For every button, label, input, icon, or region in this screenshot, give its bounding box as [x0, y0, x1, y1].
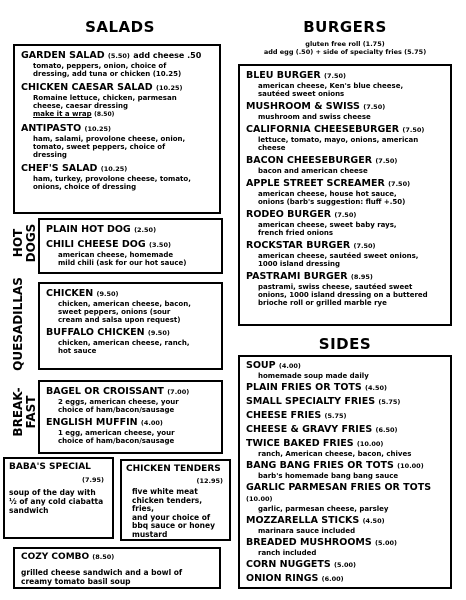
- item-name: CHEESE FRIES: [246, 410, 322, 421]
- item-description: chicken, american cheese, bacon,: [58, 300, 191, 308]
- hotdogs-label-line1: HOT: [11, 228, 25, 258]
- menu-item: [246, 124, 446, 152]
- item-price: (6.50): [375, 426, 398, 434]
- item-price: (10.25): [100, 165, 128, 173]
- item-name: CHICKEN CAESAR SALAD: [21, 82, 153, 93]
- item-price: (4.00): [278, 362, 301, 370]
- burgers-subtitle-1: gluten free roll (1.75): [305, 40, 385, 48]
- burgers-title: BURGERS: [303, 18, 387, 36]
- item-name: PLAIN HOT DOG: [46, 224, 131, 235]
- item-price: (4.50): [365, 384, 388, 392]
- item-description: cheese: [258, 144, 286, 152]
- item-price: (3.50): [148, 241, 171, 249]
- item-name: CHEESE & GRAVY FRIES: [246, 424, 373, 435]
- menu-item: [46, 288, 217, 324]
- item-description: tomato, peppers, onion, choice of: [33, 62, 167, 70]
- item-price: (7.50): [324, 72, 346, 80]
- menu-item: [21, 50, 215, 78]
- breakfast-box: [38, 380, 223, 454]
- menu-item: [246, 410, 446, 422]
- menu-item: [246, 537, 446, 557]
- item-description: cheese, caesar dressing: [33, 102, 128, 110]
- menu-item: [246, 396, 446, 408]
- item-name: ONION RINGS: [246, 573, 319, 584]
- salads-title: SALADS: [85, 18, 155, 36]
- item-description: american cheese, sweet baby rays,: [258, 221, 397, 229]
- item-price: (10.25): [155, 84, 183, 92]
- babas-special-box: [3, 457, 114, 539]
- item-description: onions (barb's suggestion: fluff +.50): [258, 198, 406, 206]
- item-name: RODEO BURGER: [246, 209, 332, 220]
- item-price: (7.50): [402, 126, 425, 134]
- item-description: ham, salami, provolone cheese, onion,: [33, 135, 186, 143]
- item-description: barb's homemade bang bang sauce: [258, 472, 399, 480]
- sides-title: SIDES: [318, 335, 372, 353]
- item-description: choice of ham/bacon/sausage: [58, 406, 175, 414]
- menu-item: [46, 224, 217, 236]
- item-description: french fried onions: [258, 229, 334, 237]
- wrap-option: make it a wrap (8.50): [33, 110, 115, 118]
- item-name: BREADED MUSHROOMS: [246, 537, 372, 548]
- item-name: ROCKSTAR BURGER: [246, 240, 351, 251]
- item-price: (7.50): [353, 242, 376, 250]
- chicken-tenders-price: (12.95): [196, 477, 223, 485]
- cozy-combo-name: COZY COMBO (8.50): [21, 552, 115, 562]
- item-name: TWICE BAKED FRIES: [246, 438, 354, 449]
- item-description: onions, choice of dressing: [33, 183, 137, 191]
- salads-box: [13, 44, 221, 214]
- item-price: (2.50): [134, 226, 157, 234]
- item-price: (5.75): [378, 398, 401, 406]
- menu-item: [246, 240, 446, 268]
- item-price: (5.75): [324, 412, 347, 420]
- item-description: tomato, sweet peppers, choice of: [33, 143, 166, 151]
- item-name: BACON CHEESEBURGER: [246, 155, 373, 166]
- cozy-combo-box: [13, 547, 221, 589]
- item-description: 1 egg, american cheese, your: [58, 429, 175, 437]
- item-price: (5.00): [334, 561, 356, 569]
- item-name: APPLE STREET SCREAMER: [246, 178, 385, 189]
- burgers-box: [238, 64, 452, 326]
- item-description: dressing: [33, 151, 67, 159]
- item-price: (10.00): [397, 462, 424, 470]
- burgers-subtitle-2: add egg (.50) + side of specialty fries (5.75): [263, 48, 427, 56]
- item-name: CORN NUGGETS: [246, 559, 331, 570]
- item-description: american cheese, homemade: [58, 251, 174, 259]
- menu-item: [246, 515, 446, 535]
- item-description: choice of ham/bacon/sausage: [58, 437, 175, 445]
- item-name: MOZZARELLA STICKS: [246, 515, 360, 526]
- item-name: BAGEL OR CROISSANT: [46, 386, 164, 397]
- item-price: (10.00): [246, 495, 273, 503]
- item-description: american cheese, Ken's blue cheese,: [258, 82, 404, 90]
- item-name: PLAIN FRIES OR TOTS: [246, 382, 362, 393]
- item-name: ENGLISH MUFFIN: [46, 417, 138, 428]
- item-description: pastrami, swiss cheese, sautéed sweet: [258, 283, 413, 291]
- item-price: (10.00): [356, 440, 384, 448]
- menu-item: [246, 70, 446, 98]
- menu-item: [246, 382, 446, 394]
- menu-item: [21, 123, 215, 159]
- cozy-combo-desc: grilled cheese sandwich and a bowl of creamy tomato basil soup: [21, 568, 183, 586]
- hotdogs-box: [38, 218, 223, 274]
- menu-item: [46, 386, 217, 414]
- menu-item: [246, 559, 446, 571]
- item-description: 1000 island dressing: [258, 260, 340, 268]
- item-description: ham, turkey, provolone cheese, tomato,: [33, 175, 191, 183]
- item-price: (8.95): [350, 273, 373, 281]
- item-name: BLEU BURGER: [246, 70, 321, 81]
- item-name: CHEF'S SALAD: [21, 163, 98, 174]
- item-description: dressing, add tuna or chicken (10.25): [33, 70, 182, 78]
- menu-item: [46, 417, 217, 445]
- item-price: (7.50): [363, 103, 386, 111]
- item-price: (5.50): [107, 52, 130, 60]
- item-price: (5.00): [375, 539, 397, 547]
- item-description: 2 eggs, american cheese, your: [58, 398, 179, 406]
- item-price: (9.50): [147, 329, 170, 337]
- item-description: american cheese, house hot sauce,: [258, 190, 397, 198]
- item-price: (4.50): [362, 517, 385, 525]
- item-name: BUFFALO CHICKEN: [46, 327, 145, 338]
- breakfast-label-line1: BREAK-: [11, 387, 25, 437]
- item-price: (4.00): [140, 419, 163, 427]
- menu-item: [246, 178, 446, 206]
- menu-item: [246, 460, 446, 480]
- item-description: ranch, American cheese, bacon, chives: [258, 450, 412, 458]
- item-price: (6.00): [321, 575, 344, 583]
- babas-special-price: (7.95): [82, 476, 104, 484]
- item-description: cream and salsa upon request): [58, 316, 181, 324]
- item-description: mushroom and swiss cheese: [258, 113, 371, 121]
- item-price: (9.50): [96, 290, 119, 298]
- menu-item: [246, 271, 446, 307]
- item-name: GARLIC PARMESAN FRIES OR TOTS: [246, 482, 432, 493]
- item-description: marinara sauce included: [258, 527, 356, 535]
- menu-item: [246, 482, 446, 513]
- item-description: chicken, american cheese, ranch,: [58, 339, 190, 347]
- hotdogs-label-line2: DOGS: [24, 223, 38, 263]
- item-name: BANG BANG FRIES OR TOTS: [246, 460, 394, 471]
- menu-item: [246, 209, 446, 237]
- item-name: CHICKEN: [46, 288, 94, 299]
- babas-special-desc: soup of the day with ½ of any cold ciabatta sandwich: [9, 488, 104, 515]
- quesadillas-label: QUESADILLAS: [11, 277, 25, 371]
- item-extra: add cheese .50: [133, 51, 202, 60]
- item-description: onions, 1000 island dressing on a buttered: [258, 291, 428, 299]
- menu-item: [246, 155, 446, 175]
- item-price: (7.50): [334, 211, 357, 219]
- quesadillas-box: [38, 282, 223, 370]
- menu-item: [246, 360, 446, 380]
- menu-item: [246, 438, 446, 458]
- item-description: mild chili (ask for our hot sauce): [58, 259, 187, 267]
- item-name: ANTIPASTO: [21, 123, 82, 134]
- item-description: lettuce, tomato, mayo, onions, american: [258, 136, 419, 144]
- item-name: GARDEN SALAD: [21, 50, 105, 61]
- item-price: (7.00): [167, 388, 190, 396]
- item-price: (7.50): [388, 180, 411, 188]
- item-description: hot sauce: [58, 347, 97, 355]
- chicken-tenders-box: [120, 459, 231, 541]
- item-description: american cheese, sautéed sweet onions,: [258, 252, 419, 260]
- item-description: garlic, parmesan cheese, parsley: [258, 505, 389, 513]
- menu-item: [246, 424, 446, 436]
- menu-item: [246, 573, 446, 585]
- item-description: ranch included: [258, 549, 317, 557]
- item-name: CHILI CHEESE DOG: [46, 239, 146, 250]
- menu-item: [46, 239, 217, 267]
- item-price: (10.25): [84, 125, 111, 133]
- menu-item: [46, 327, 217, 355]
- item-description: sautéed sweet onions: [258, 90, 345, 98]
- menu-item: [21, 82, 215, 119]
- babas-special-name: BABA'S SPECIAL: [9, 462, 91, 472]
- item-price: (7.50): [375, 157, 398, 165]
- item-name: SOUP: [246, 360, 276, 371]
- chicken-tenders-name: CHICKEN TENDERS: [126, 464, 221, 474]
- menu-item: [21, 163, 215, 191]
- item-description: sweet peppers, onions (sour: [58, 308, 171, 316]
- item-name: CALIFORNIA CHEESEBURGER: [246, 124, 400, 135]
- item-name: MUSHROOM & SWISS: [246, 101, 360, 112]
- breakfast-label-line2: FAST: [24, 395, 38, 429]
- item-name: SMALL SPECIALTY FRIES: [246, 396, 376, 407]
- chicken-tenders-desc: five white meat chicken tenders, fries, and your choice of bbq sauce or honey mustard: [132, 487, 215, 539]
- item-description: brioche roll or grilled marble rye: [258, 299, 387, 307]
- item-description: Romaine lettuce, chicken, parmesan: [33, 94, 177, 102]
- item-name: PASTRAMI BURGER: [246, 271, 348, 282]
- menu-item: [246, 101, 446, 121]
- sides-box: [238, 355, 452, 589]
- item-description: homemade soup made daily: [258, 372, 369, 380]
- item-description: bacon and american cheese: [258, 167, 368, 175]
